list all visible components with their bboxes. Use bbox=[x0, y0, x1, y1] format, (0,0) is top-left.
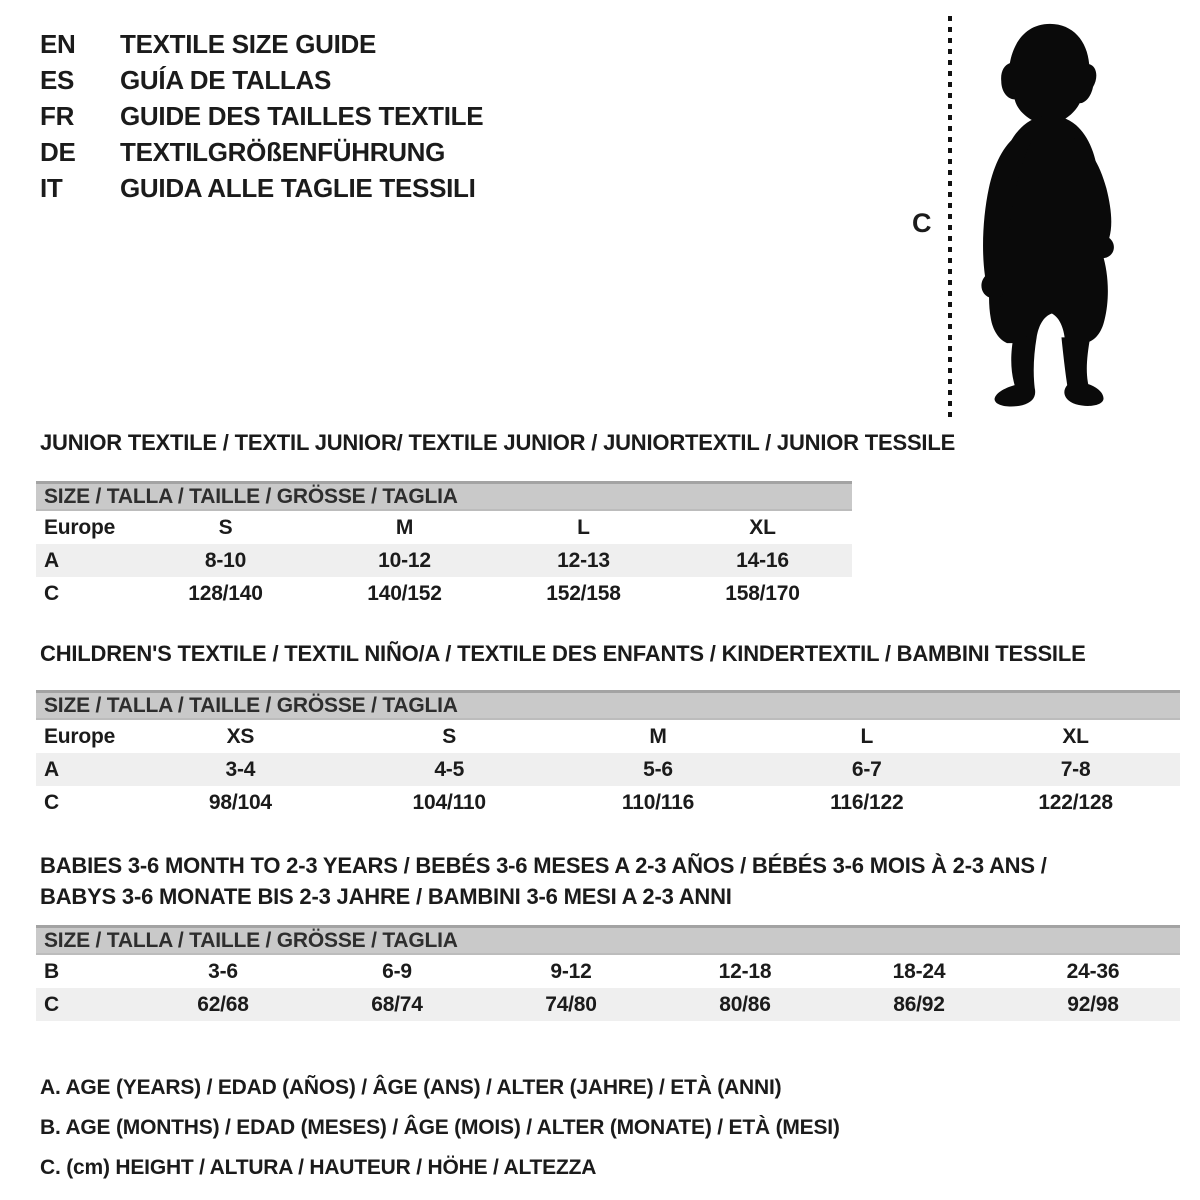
height-cell: 92/98 bbox=[1067, 992, 1119, 1016]
table-header-bar: SIZE / TALLA / TAILLE / GRÖSSE / TAGLIA bbox=[36, 481, 852, 511]
table-row-age bbox=[36, 544, 852, 577]
table-row-months bbox=[36, 955, 1180, 988]
size-cell: L bbox=[860, 724, 874, 748]
size-table-babies bbox=[36, 925, 1180, 1021]
age-cell: 14-16 bbox=[736, 548, 789, 572]
language-row-fr bbox=[40, 98, 483, 134]
language-code: FR bbox=[40, 100, 75, 131]
language-row-it bbox=[40, 170, 483, 206]
size-table-junior bbox=[36, 481, 852, 610]
section-title-babies-line1: BABIES 3-6 MONTH TO 2-3 YEARS / BEBÉS 3-6 MESES A 2-3 AÑOS / BÉBÉS 3-6 MOIS À 2-3 ANS / bbox=[40, 853, 1047, 878]
footnote-age-years: A. AGE (YEARS) / EDAD (AÑOS) / ÂGE (ANS) / ALTER (JAHRE) / ETÀ (ANNI) bbox=[40, 1076, 782, 1099]
height-cell: 104/110 bbox=[412, 790, 486, 814]
height-cell: 68/74 bbox=[371, 992, 423, 1016]
age-cell: 7-8 bbox=[1060, 757, 1091, 781]
row-label: A bbox=[44, 548, 59, 572]
table-row-height bbox=[36, 786, 1180, 819]
size-table-children bbox=[36, 690, 1180, 819]
table-header-bar: SIZE / TALLA / TAILLE / GRÖSSE / TAGLIA bbox=[36, 690, 1180, 720]
language-code: IT bbox=[40, 172, 63, 203]
row-label: C bbox=[44, 581, 59, 605]
table-row-height bbox=[36, 988, 1180, 1021]
table-row-europe bbox=[36, 511, 852, 544]
language-code: EN bbox=[40, 28, 76, 59]
legend-footnotes bbox=[40, 1068, 840, 1188]
row-label: A bbox=[44, 757, 59, 781]
language-row-en bbox=[40, 26, 483, 62]
section-title-children: CHILDREN'S TEXTILE / TEXTIL NIÑO/A / TEXTILE DES ENFANTS / KINDERTEXTIL / BAMBINI TESSILE bbox=[40, 641, 1086, 666]
height-cell: 140/152 bbox=[367, 581, 442, 605]
table-row-height bbox=[36, 577, 852, 610]
size-cell: XS bbox=[226, 724, 255, 748]
height-cell: 62/68 bbox=[197, 992, 249, 1016]
size-cell: XL bbox=[1062, 724, 1089, 748]
row-label: C bbox=[44, 790, 59, 814]
age-cell: 8-10 bbox=[204, 548, 247, 572]
height-cell: 158/170 bbox=[725, 581, 800, 605]
size-cell: M bbox=[649, 724, 667, 748]
row-label: C bbox=[44, 992, 59, 1016]
row-label: B bbox=[44, 959, 59, 983]
language-label: GUÍA DE TALLAS bbox=[120, 64, 332, 95]
row-label: Europe bbox=[44, 724, 116, 748]
age-cell: 10-12 bbox=[378, 548, 431, 572]
height-cell: 116/122 bbox=[830, 790, 904, 814]
size-cell: S bbox=[442, 724, 457, 748]
section-title-babies-line2: BABYS 3-6 MONATE BIS 2-3 JAHRE / BAMBINI 3-6 MESI A 2-3 ANNI bbox=[40, 884, 732, 909]
height-measure-line bbox=[948, 16, 952, 418]
height-cell: 110/116 bbox=[621, 790, 695, 814]
language-label: TEXTILGRÖßENFÜHRUNG bbox=[120, 136, 446, 167]
language-row-de bbox=[40, 134, 483, 170]
footnote-age-months: B. AGE (MONTHS) / EDAD (MESES) / ÂGE (MOIS) / ALTER (MONATE) / ETÀ (MESI) bbox=[40, 1116, 840, 1139]
language-code: DE bbox=[40, 136, 76, 167]
height-cell: 122/128 bbox=[1038, 790, 1113, 814]
table-row-europe bbox=[36, 720, 1180, 753]
height-cell: 86/92 bbox=[893, 992, 945, 1016]
months-cell: 18-24 bbox=[892, 959, 946, 983]
height-cell: 74/80 bbox=[545, 992, 597, 1016]
height-measure-label: C bbox=[912, 208, 932, 238]
months-cell: 9-12 bbox=[550, 959, 592, 983]
height-cell: 98/104 bbox=[208, 790, 272, 814]
height-cell: 80/86 bbox=[719, 992, 771, 1016]
age-cell: 3-4 bbox=[225, 757, 256, 781]
size-cell: S bbox=[218, 515, 233, 539]
language-label: GUIDE DES TAILLES TEXTILE bbox=[120, 100, 484, 131]
age-cell: 6-7 bbox=[851, 757, 882, 781]
language-label: GUIDA ALLE TAGLIE TESSILI bbox=[120, 172, 476, 203]
language-code: ES bbox=[40, 64, 75, 95]
months-cell: 24-36 bbox=[1066, 959, 1120, 983]
months-cell: 12-18 bbox=[718, 959, 772, 983]
section-title-babies bbox=[40, 850, 1047, 912]
age-cell: 4-5 bbox=[434, 757, 465, 781]
row-label: Europe bbox=[44, 515, 116, 539]
size-cell: XL bbox=[749, 515, 776, 539]
height-cell: 128/140 bbox=[188, 581, 263, 605]
table-header-bar: SIZE / TALLA / TAILLE / GRÖSSE / TAGLIA bbox=[36, 925, 1180, 955]
language-row-es bbox=[40, 62, 483, 98]
language-title-block bbox=[40, 26, 483, 206]
section-title-junior: JUNIOR TEXTILE / TEXTIL JUNIOR/ TEXTILE JUNIOR / JUNIORTEXTIL / JUNIOR TESSILE bbox=[40, 430, 956, 455]
months-cell: 6-9 bbox=[382, 959, 412, 983]
language-label: TEXTILE SIZE GUIDE bbox=[120, 28, 377, 59]
months-cell: 3-6 bbox=[208, 959, 238, 983]
size-cell: L bbox=[577, 515, 590, 539]
age-cell: 5-6 bbox=[643, 757, 673, 781]
baby-silhouette-icon bbox=[964, 16, 1136, 416]
footnote-height: C. (cm) HEIGHT / ALTURA / HAUTEUR / HÖHE / ALTEZZA bbox=[40, 1156, 597, 1179]
age-cell: 12-13 bbox=[557, 548, 610, 572]
size-cell: M bbox=[395, 515, 414, 539]
table-row-age bbox=[36, 753, 1180, 786]
height-cell: 152/158 bbox=[546, 581, 621, 605]
